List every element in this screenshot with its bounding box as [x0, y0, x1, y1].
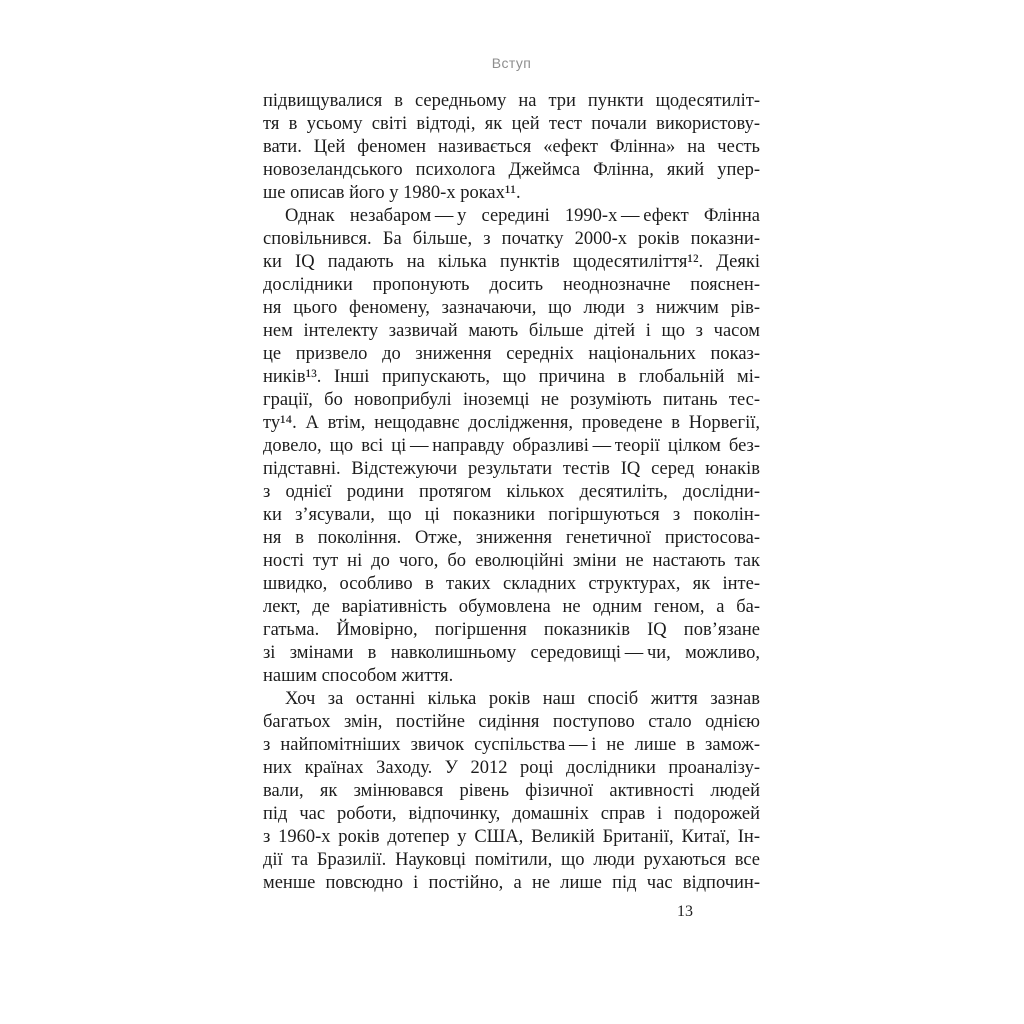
text-line: лект, де варіативність обумовлена не одним геном, а ба- [263, 597, 760, 617]
text-line: з 1960-х років дотепер у США, Великій Британії, Китаї, Ін- [263, 827, 760, 847]
text-line: Хоч за останні кілька років наш спосіб життя зазнав [285, 689, 760, 709]
text-line: грації, бо новоприбулі іноземці не розуміють питань тес- [263, 390, 760, 410]
text-line: нашим способом життя. [263, 666, 454, 686]
text-line: підставні. Відстежуючи результати тестів IQ серед юнаків [263, 459, 760, 479]
text-line: нем інтелекту зазвичай мають більше дітей і що з часом [263, 321, 760, 341]
text-line: швидко, особливо в таких складних структурах, як інте- [263, 574, 760, 594]
text-line: них країнах Заходу. У 2012 році дослідники проаналізу- [263, 758, 760, 778]
text-line: ності тут ні до чого, бо еволюційні зміни не настають так [263, 551, 760, 571]
text-line: ки IQ падають на кілька пунктів щодесятиліття¹². Деякі [263, 252, 760, 272]
text-block [263, 90, 760, 895]
text-line: з найпомітніших звичок суспільства — і не лише в замож- [263, 735, 760, 755]
text-line: під час роботи, відпочинку, домашніх справ і подорожей [263, 804, 760, 824]
text-line: підвищувалися в середньому на три пункти щодесятиліт- [263, 91, 760, 111]
text-line: багатьох змін, постійне сидіння поступово стало однією [263, 712, 760, 732]
text-line: новозеландського психолога Джеймса Флінна, який упер- [263, 160, 760, 180]
text-line: довело, що всі ці — направду образливі — теорії цілком без- [263, 436, 760, 456]
text-line: дослідники пропонують досить неоднозначне пояснен- [263, 275, 760, 295]
text-line: менше повсюдно і постійно, а не лише під час відпочин- [263, 873, 760, 893]
text-line: вати. Цей феномен називається «ефект Флінна» на честь [263, 137, 760, 157]
text-line: ня цього феномену, зазначаючи, що люди з нижчим рів- [263, 298, 760, 318]
page-number: 13 [677, 903, 693, 920]
text-line: ки з’ясували, що ці показники погіршуються з поколін- [263, 505, 760, 525]
text-line: дії та Бразилії. Науковці помітили, що люди рухаються все [263, 850, 760, 870]
text-line: ня в покоління. Отже, зниження генетичної пристосова- [263, 528, 760, 548]
running-header: Вступ [491, 55, 532, 71]
text-line: ників¹³. Інші припускають, що причина в глобальній мі- [263, 367, 760, 387]
text-line: тя в усьому світі відтоді, як цей тест почали використову- [263, 114, 760, 134]
text-line: це призвело до зниження середніх національних показ- [263, 344, 760, 364]
text-line: ше описав його у 1980-х роках¹¹. [263, 183, 521, 203]
text-line: гатьма. Ймовірно, погіршення показників IQ пов’язане [263, 620, 760, 640]
text-line: сповільнився. Ба більше, з початку 2000-х років показни- [263, 229, 760, 249]
text-line: зі змінами в навколишньому середовищі — чи, можливо, [263, 643, 760, 663]
text-line: ту¹⁴. А втім, нещодавнє дослідження, проведене в Норвегії, [263, 413, 760, 433]
text-line: з однієї родини протягом кількох десятиліть, дослідни- [263, 482, 760, 502]
text-line: Однак незабаром — у середині 1990-х — ефект Флінна [285, 206, 760, 226]
text-line: вали, як змінювався рівень фізичної активності людей [263, 781, 760, 801]
